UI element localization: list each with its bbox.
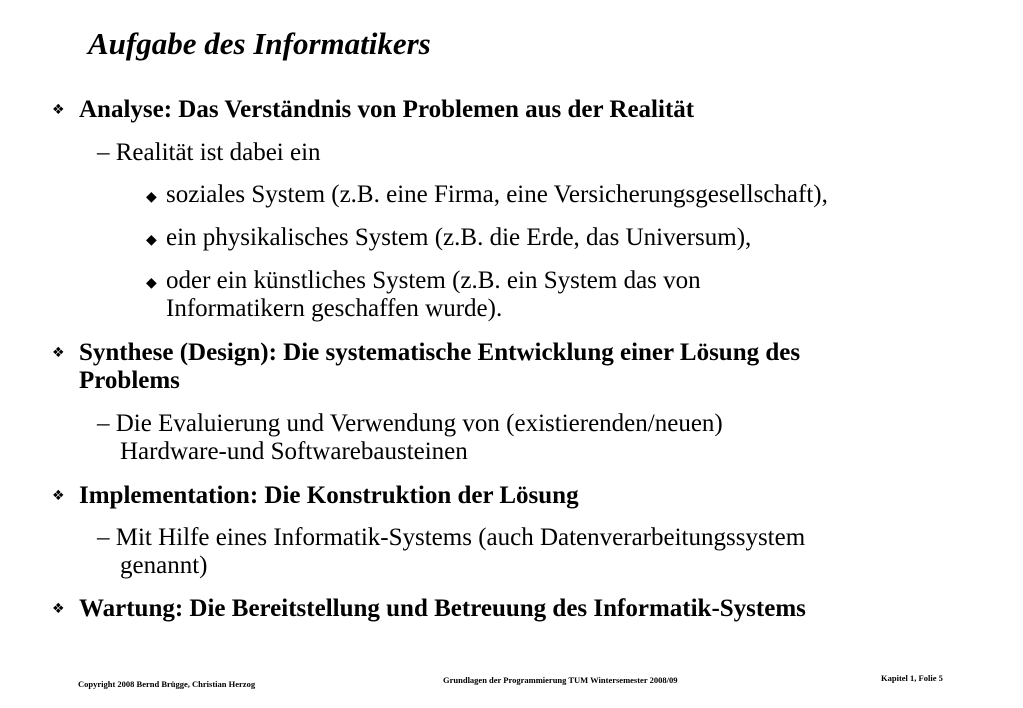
subsubpoint-continuation: Informatikern geschaffen wurde).: [166, 295, 503, 322]
subpoint-realitaet: [97, 138, 321, 167]
subpoint-text: Die Evaluierung und Verwendung von (existierenden/neuen): [115, 410, 723, 437]
diamond-bullet-icon: ❖: [52, 102, 65, 118]
footer-chapter: Kapitel 1, Folie 5: [881, 673, 943, 683]
topic-continuation: Problems: [79, 367, 180, 394]
topic-implementation: Implementation: Die Konstruktion der Lösung: [79, 482, 579, 509]
subpoint-informatik-systeme: [97, 523, 805, 552]
subpoint-text: Realität ist dabei ein: [115, 139, 321, 166]
dash-marker: –: [97, 410, 110, 437]
subsubpoint-physikalisches-system: ein physikalisches System (z.B. die Erde, das Universum),: [166, 224, 752, 251]
small-diamond-bullet-icon: ◆: [146, 275, 157, 291]
small-diamond-bullet-icon: ◆: [146, 189, 157, 205]
diamond-bullet-icon: ❖: [52, 488, 65, 504]
topic-wartung: Wartung: Die Bereitstellung und Betreuung des Informatik-Systems: [79, 595, 806, 622]
topic-analyse: Analyse: Das Verständnis von Problemen aus der Realität: [79, 96, 695, 123]
small-diamond-bullet-icon: ◆: [146, 232, 157, 248]
dash-marker: –: [97, 524, 110, 551]
subpoint-continuation: Hardware-und Softwarebausteinen: [120, 438, 468, 465]
subpoint-continuation: genannt): [120, 552, 208, 579]
slide-title: Aufgabe des Informatikers: [88, 26, 431, 61]
subpoint-evaluierung: [97, 409, 723, 438]
dash-marker: –: [97, 139, 110, 166]
topic-synthese: Synthese (Design): Die systematische Entwicklung einer Lösung des: [79, 339, 801, 366]
subsubpoint-kuenstliches-system: oder ein künstliches System (z.B. ein System das von: [166, 267, 701, 294]
diamond-bullet-icon: ❖: [52, 345, 65, 361]
diamond-bullet-icon: ❖: [52, 601, 65, 617]
footer-copyright: Copyright 2008 Bernd Brügge, Christian Herzog: [78, 679, 256, 689]
subsubpoint-soziales-system: soziales System (z.B. eine Firma, eine Versicherungsgesellschaft),: [166, 181, 828, 208]
footer-course: Grundlagen der Programmierung TUM Wintersemester 2008/09: [443, 675, 678, 685]
subpoint-text: Mit Hilfe eines Informatik-Systems (auch Datenverarbeitungssystem: [115, 524, 806, 551]
